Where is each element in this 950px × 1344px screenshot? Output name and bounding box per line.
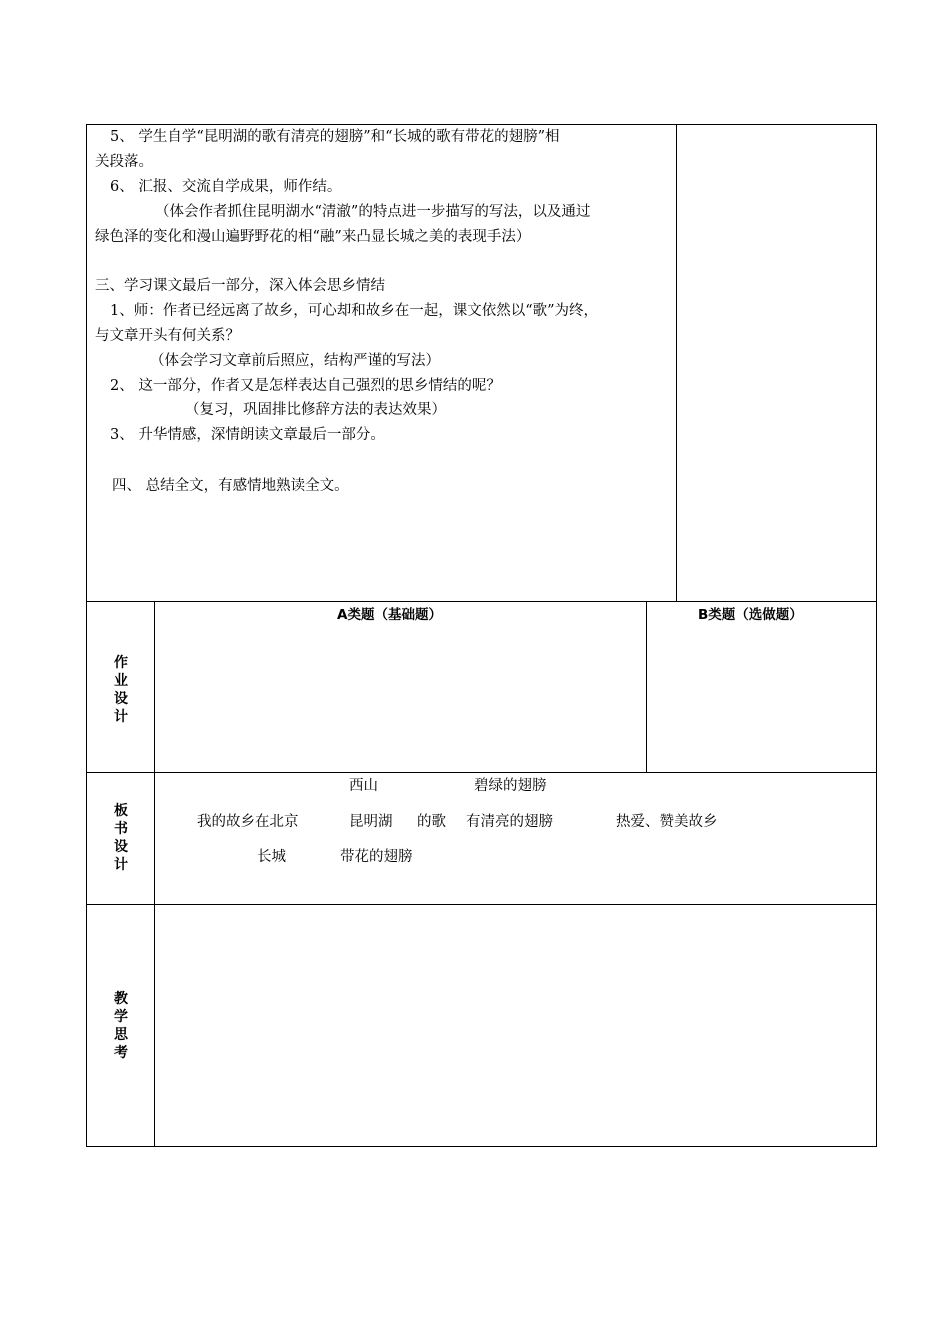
- lesson-line: 2、 这一部分，作者又是怎样表达自己强烈的思乡情结的呢？: [110, 378, 501, 394]
- board-green-wings: 碧绿的翅膀: [474, 778, 547, 794]
- board-label: 板书设计: [114, 803, 128, 873]
- lesson-line: 3、 升华情感，深情朗读文章最后一部分。: [110, 427, 385, 443]
- board-xishan: 西山: [349, 778, 378, 794]
- row-divider-board: [86, 772, 877, 773]
- row-divider-homework: [86, 601, 877, 602]
- board-kunming: 昆明湖: [349, 814, 393, 830]
- homework-b-title: B类题（选做题）: [698, 607, 803, 623]
- board-flower-wings: 带花的翅膀: [340, 849, 413, 865]
- lesson-line: 四、 总结全文，有感情地熟读全文。: [112, 478, 349, 494]
- reflection-label: 教学思考: [114, 991, 128, 1061]
- lesson-line: 6、 汇报、交流自学成果，师作结。: [110, 179, 342, 195]
- lesson-line: 关段落。: [95, 154, 153, 170]
- lesson-line: 绿色泽的变化和漫山遍野野花的相“融”来凸显长城之美的表现手法）: [95, 229, 531, 245]
- homework-label: 作业设计: [114, 655, 128, 725]
- top-right-column-divider: [676, 124, 677, 602]
- lesson-line: （体会学习文章前后照应，结构严谨的写法）: [150, 353, 440, 369]
- label-column-divider: [154, 601, 155, 1147]
- lesson-line: 三、学习课文最后一部分，深入体会思乡情结: [95, 278, 385, 294]
- row-divider-reflection: [86, 904, 877, 905]
- lesson-line: （复习，巩固排比修辞方法的表达效果）: [185, 402, 446, 418]
- lesson-line: 1、师：作者已经远离了故乡，可心却和故乡在一起，课文依然以“歌”为终，: [110, 303, 599, 319]
- homework-a-title: A类题（基础题）: [337, 607, 442, 623]
- lesson-line: （体会作者抓住昆明湖水“清澈”的特点进一步描写的写法，以及通过: [155, 204, 591, 220]
- board-song: 的歌: [417, 814, 446, 830]
- board-clear-wings: 有清亮的翅膀: [466, 814, 553, 830]
- homework-ab-divider: [646, 601, 647, 773]
- board-my-hometown: 我的故乡在北京: [197, 814, 299, 830]
- board-love: 热爱、赞美故乡: [616, 814, 718, 830]
- lesson-line: 与文章开头有何关系？: [95, 328, 240, 344]
- lesson-line: 5、 学生自学“昆明湖的歌有清亮的翅膀”和“长城的歌有带花的翅膀”相: [110, 129, 560, 145]
- board-great-wall: 长城: [257, 849, 286, 865]
